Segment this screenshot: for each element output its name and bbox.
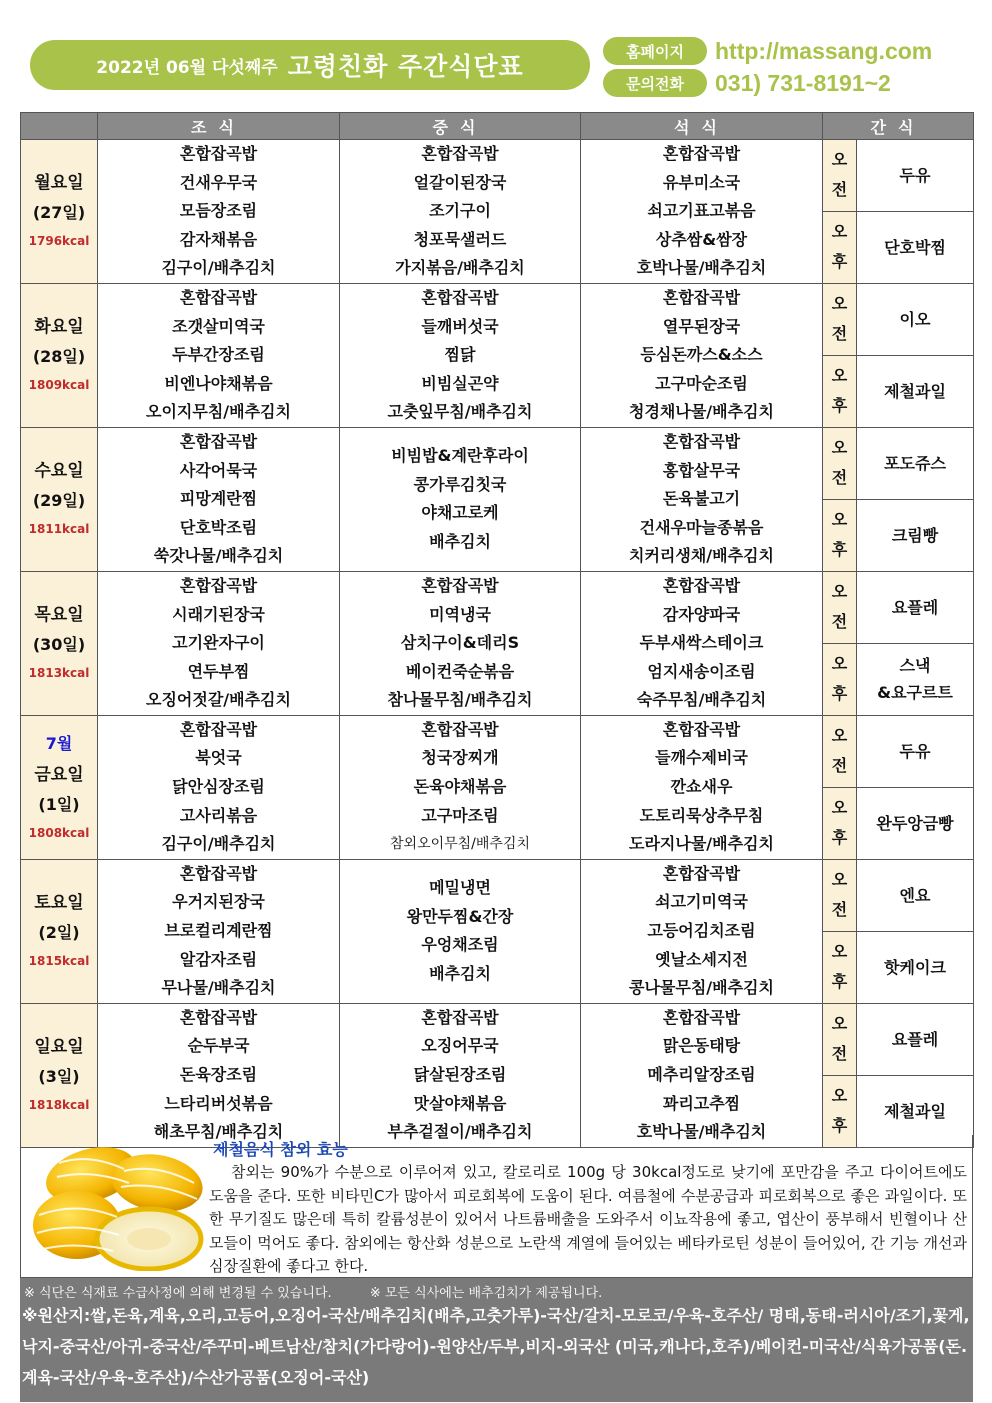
am-label: 오 전: [823, 859, 857, 931]
am-snack: 요플레: [857, 571, 974, 643]
info-title: 제철음식 참외 효능: [213, 1140, 348, 1159]
menu-item: 혼합잡곡밥: [662, 863, 741, 883]
menu-item: 두부새싹스테이크: [639, 633, 764, 653]
pm-label: 오 후: [823, 355, 857, 427]
menu-item: 콩나물무침/배추김치: [629, 978, 774, 998]
homepage-link[interactable]: http://massang.com: [715, 37, 933, 64]
weekly-menu-table: [20, 112, 974, 1148]
menu-item: 북엇국: [195, 748, 242, 768]
menu-item: 우거지된장국: [172, 892, 265, 912]
menu-item: 혼합잡곡밥: [662, 287, 741, 307]
header-breakfast: 조식: [98, 113, 340, 140]
am-snack: 두유: [857, 140, 974, 212]
lunch-cell: [340, 427, 581, 571]
menu-item: 비엔나야채볶음: [164, 373, 273, 393]
am-snack: 요플레: [857, 1003, 974, 1075]
day-name: 일요일: [34, 1037, 84, 1058]
day-row-top: [21, 859, 974, 931]
menu-item: 혼합잡곡밥: [662, 144, 741, 163]
lunch-cell: [340, 571, 581, 715]
dinner-cell: [581, 283, 823, 427]
menu-item: 가지볶음/배추김치: [395, 258, 525, 278]
day-kcal: 1818kcal: [28, 1098, 90, 1113]
day-kcal: 1813kcal: [28, 666, 90, 681]
menu-item: 오이지무침/배추김치: [146, 402, 291, 422]
menu-item: 해초무침/배추김치: [153, 1122, 284, 1142]
lunch-cell: [340, 140, 581, 284]
menu-item: 미역냉국: [429, 604, 491, 624]
homepage-label: 홈페이지: [603, 37, 707, 65]
day-name: 월요일: [34, 173, 84, 194]
dinner-cell: [581, 1003, 823, 1147]
notice-line: [24, 1282, 636, 1301]
breakfast-cell: [98, 715, 340, 859]
notice-kimchi: ※ 모든 식사에는 배추김치가 제공됩니다.: [369, 1286, 603, 1301]
menu-item: 등심돈까스&소스: [640, 345, 763, 365]
menu-item: 김구이/배추김치: [161, 258, 276, 278]
menu-item: 삼치구이&데리S: [400, 633, 520, 653]
page-title: [30, 40, 590, 90]
day-name: 수요일: [34, 461, 84, 482]
menu-item: 혼합잡곡밥: [179, 719, 258, 739]
dinner-cell: [581, 571, 823, 715]
day-date: (29일): [32, 491, 86, 511]
pm-snack: 완두앙금빵: [857, 787, 974, 859]
menu-item: 호박나물/배추김치: [636, 258, 767, 278]
breakfast-cell: [98, 283, 340, 427]
dinner-cell: [581, 859, 823, 1003]
notice-bar: [20, 1278, 973, 1402]
menu-item: 비빔실곤약: [421, 373, 499, 393]
menu-item: 혼합잡곡밥: [421, 144, 499, 163]
day-kcal: 1808kcal: [28, 826, 90, 841]
phone-number: 031) 731-8191~2: [715, 69, 891, 96]
day-date: (1일): [38, 795, 80, 815]
pm-label: 오 후: [823, 211, 857, 283]
day-kcal: 1796kcal: [28, 234, 90, 249]
menu-item: 맑은동태탕: [662, 1036, 741, 1056]
menu-item: 부추겉절이/배추김치: [387, 1122, 533, 1142]
menu-item: 엄지새송이조림: [647, 661, 756, 681]
menu-item: 숙주무침/배추김치: [636, 690, 767, 710]
day-cell: [21, 571, 98, 715]
menu-item: 쇠고기표고볶음: [647, 201, 756, 221]
menu-item: 조갯살미역국: [172, 316, 265, 336]
day-cell: [21, 283, 98, 427]
day-date: (27일): [32, 203, 86, 223]
day-date: (30일): [32, 635, 86, 655]
pm-label: 오 후: [823, 931, 857, 1003]
breakfast-cell: [98, 427, 340, 571]
menu-item: 혼합잡곡밥: [662, 1007, 741, 1027]
header-lunch: 중식: [340, 113, 581, 140]
menu-item: 감자양파국: [662, 604, 741, 624]
menu-item: 혼합잡곡밥: [179, 863, 258, 883]
menu-item: 혼합잡곡밥: [179, 144, 258, 163]
menu-item: 들깨버섯국: [421, 316, 499, 336]
menu-item: 고기완자구이: [172, 633, 265, 653]
menu-item: 닭안심장조림: [172, 777, 265, 797]
menu-item: 브로컬리계란찜: [164, 921, 273, 941]
menu-item: 혼합잡곡밥: [421, 719, 499, 739]
breakfast-cell: [98, 140, 340, 284]
menu-item: 치커리생채/배추김치: [629, 546, 774, 566]
lunch-cell: [340, 1003, 581, 1147]
menu-item: 오징어무국: [421, 1036, 499, 1056]
pm-snack: 스낵 &요구르트: [857, 643, 974, 715]
menu-item: 피망계란찜: [179, 489, 258, 509]
menu-item: 알감자조림: [179, 949, 258, 969]
table-header-row: [21, 113, 974, 140]
menu-item: 도라지나물/배추김치: [629, 834, 774, 854]
pm-snack: 크림빵: [857, 499, 974, 571]
menu-item: 메밀냉면: [429, 878, 491, 898]
day-cell: [21, 715, 98, 859]
menu-item: 단호박조림: [179, 517, 258, 537]
menu-item: 메추리알장조림: [647, 1065, 756, 1084]
am-snack: 포도쥬스: [857, 427, 974, 499]
menu-item: 혼합잡곡밥: [662, 575, 741, 595]
menu-item: 혼합잡곡밥: [179, 1007, 258, 1027]
menu-item: 두부간장조림: [172, 345, 265, 365]
menu-item: 고춧잎무침/배추김치: [387, 402, 533, 422]
menu-item: 느타리버섯볶음: [164, 1093, 273, 1113]
pm-snack: 단호박찜: [857, 211, 974, 283]
menu-item: 돈육야채볶음: [413, 777, 507, 797]
menu-item: 얼갈이된장국: [413, 172, 507, 192]
menu-item: 오징어젓갈/배추김치: [146, 690, 291, 710]
lunch-cell: [340, 283, 581, 427]
menu-item: 사각어묵국: [179, 460, 258, 480]
breakfast-cell: [98, 859, 340, 1003]
menu-item: 깐쇼새우: [670, 777, 733, 797]
day-date: (3일): [38, 1067, 80, 1087]
menu-item: 베이컨죽순볶음: [405, 661, 515, 681]
pm-label: 오 후: [823, 1075, 857, 1147]
menu-item: 도토리묵상추무침: [639, 805, 764, 825]
day-date: (2일): [38, 923, 80, 943]
menu-item: 우엉채조림: [421, 935, 499, 955]
menu-item: 연두부찜: [187, 661, 250, 681]
pm-snack: 제철과일: [857, 1075, 974, 1147]
menu-item: 옛날소세지전: [655, 949, 748, 969]
menu-item: 혼합잡곡밥: [421, 575, 499, 595]
origin-info: ※원산지:쌀,돈육,계육,오리,고등어,오징어-국산/배추김치(배추,고춧가루)-국산/갈치-모로코/우육-호주산/ 명태,동태-러시아/조기,꽃게,낙지-중국산/아귀-중국산/주꾸미-베트남산/참치(가다랑어)-원양산/두부,비지-외국산 (미국,캐나다,호주)/베이컨-미국산/식육가공품(돈.계육-국산/우육-호주산)/수산가공품(오징어-국산): [22, 1306, 970, 1387]
day-row-top: [21, 140, 974, 212]
menu-item: 배추김치: [429, 532, 491, 552]
day-cell: [21, 140, 98, 284]
day-cell: [21, 427, 98, 571]
menu-item: 건새우무국: [179, 172, 258, 192]
menu-item: 모듬장조림: [179, 201, 258, 221]
menu-item: 들깨수제비국: [655, 748, 748, 768]
menu-item: 열무된장국: [662, 316, 741, 336]
menu-item: 비빔밥&계란후라이: [391, 446, 529, 466]
dinner-cell: [581, 140, 823, 284]
menu-item: 야채고로케: [421, 503, 499, 523]
menu-item: 청경채나물/배추김치: [629, 402, 774, 422]
menu-item: 혼합잡곡밥: [179, 431, 258, 451]
menu-item: 찜닭: [444, 345, 476, 365]
seasonal-info-box: [20, 1135, 973, 1278]
menu-item: 고구마순조림: [655, 373, 748, 393]
day-row-top: [21, 1003, 974, 1075]
info-text: 참외는 90%가 수분으로 이루어져 있고, 칼로리로 100g 당 30kcal정도로 낮기에 포만감을 주고 다이어트에도 도움을 준다. 또한 비타민C가 많아서 피로회복에 도움이 된다. 여름철에 수분공급과 피로회복으로 좋은 과일이다. 또한 무기질도 많은데 특히 칼륨성분이 있어서 나트륨배출을 도와주서 이뇨작용에 좋고, 엽산이 풍부해서 빈혈이나 산모들이 먹어도 좋다. 참외에는 항산화 성분으로 노란색 계열에 들어있는 베타카로틴 성분이 들어있어, 간 기능 개선과 심장질환에 좋다고 한다.: [209, 1163, 967, 1275]
menu-item: 닭살된장조림: [413, 1065, 507, 1084]
day-kcal: 1811kcal: [28, 522, 90, 537]
day-row-top: [21, 427, 974, 499]
menu-item: 시래기된장국: [172, 604, 265, 624]
lunch-cell: [340, 859, 581, 1003]
day-name: 금요일: [34, 765, 84, 786]
header-snack: 간식: [823, 113, 974, 140]
menu-item: 왕만두찜&간장: [406, 906, 514, 926]
menu-item: 혼합잡곡밥: [179, 575, 258, 595]
breakfast-cell: [98, 1003, 340, 1147]
notice-menu-change: ※ 식단은 식재료 수급사정에 의해 변경될 수 있습니다.: [24, 1286, 332, 1301]
menu-item: 감자채볶음: [179, 229, 258, 249]
am-snack: 두유: [857, 715, 974, 787]
phone-row: [603, 68, 891, 98]
menu-item: 무나물/배추김치: [161, 978, 276, 998]
menu-item: 쇠고기미역국: [655, 892, 748, 912]
title-week: 2022년 06월 다섯째주: [96, 57, 278, 78]
am-label: 오 전: [823, 715, 857, 787]
am-label: 오 전: [823, 571, 857, 643]
pm-label: 오 후: [823, 499, 857, 571]
day-name: 토요일: [34, 893, 84, 914]
menu-item: 돈육장조림: [179, 1065, 258, 1084]
day-kcal: 1815kcal: [28, 954, 90, 969]
dinner-cell: [581, 427, 823, 571]
menu-item: 배추김치: [429, 963, 491, 983]
menu-item: 쑥갓나물/배추김치: [153, 546, 284, 566]
menu-item: 김구이/배추김치: [161, 834, 276, 854]
menu-item: 고구마조림: [421, 805, 499, 825]
menu-item: 혼합잡곡밥: [421, 1007, 499, 1027]
breakfast-cell: [98, 571, 340, 715]
header-dinner: 석식: [581, 113, 823, 140]
dinner-cell: [581, 715, 823, 859]
menu-item: 조기구이: [429, 201, 491, 221]
am-label: 오 전: [823, 427, 857, 499]
menu-item: 꽈리고추찜: [662, 1093, 741, 1113]
day-row-top: [21, 283, 974, 355]
menu-item: 호박나물/배추김치: [636, 1122, 767, 1142]
header-day-blank: [21, 113, 98, 140]
menu-item: 참나물무침/배추김치: [387, 690, 533, 710]
day-name: 목요일: [34, 605, 84, 626]
pm-label: 오 후: [823, 787, 857, 859]
menu-item: 고사리볶음: [179, 805, 258, 825]
menu-item: 건새우마늘종볶음: [639, 517, 764, 537]
menu-item: 혼합잡곡밥: [179, 287, 258, 307]
menu-item: 참외오이무침/배추김치: [390, 836, 530, 853]
am-label: 오 전: [823, 283, 857, 355]
korean-melon-image: [29, 1143, 209, 1271]
menu-item: 돈육불고기: [662, 489, 741, 509]
homepage-row: [603, 36, 932, 66]
menu-item: 홍합살무국: [662, 460, 741, 480]
menu-item: 고등어김치조림: [647, 921, 756, 941]
day-name: 화요일: [34, 317, 84, 338]
day-cell: [21, 1003, 98, 1147]
pm-snack: 핫케이크: [857, 931, 974, 1003]
menu-item: 상추쌈&쌈장: [655, 229, 748, 249]
menu-item: 청포묵샐러드: [413, 229, 507, 249]
day-cell: [21, 859, 98, 1003]
menu-item: 혼합잡곡밥: [662, 719, 741, 739]
day-date: (28일): [32, 347, 86, 367]
month-label: 7월: [45, 734, 73, 754]
menu-item: 순두부국: [187, 1036, 250, 1056]
menu-item: 콩가루김칫국: [413, 474, 507, 494]
lunch-cell: [340, 715, 581, 859]
menu-item: 청국장찌개: [421, 748, 499, 768]
pm-snack: 제철과일: [857, 355, 974, 427]
day-row-top: [21, 571, 974, 643]
menu-item: 유부미소국: [662, 172, 741, 192]
menu-item: 혼합잡곡밥: [421, 287, 499, 307]
am-label: 오 전: [823, 140, 857, 212]
am-snack: 이오: [857, 283, 974, 355]
day-row-top: [21, 715, 974, 787]
am-snack: 엔요: [857, 859, 974, 931]
phone-label: 문의전화: [603, 69, 707, 97]
title-main: 고령친화 주간식단표: [287, 52, 524, 81]
menu-item: 맛살야채볶음: [413, 1093, 507, 1113]
pm-label: 오 후: [823, 643, 857, 715]
day-kcal: 1809kcal: [28, 378, 90, 393]
am-label: 오 전: [823, 1003, 857, 1075]
menu-item: 혼합잡곡밥: [662, 431, 741, 451]
